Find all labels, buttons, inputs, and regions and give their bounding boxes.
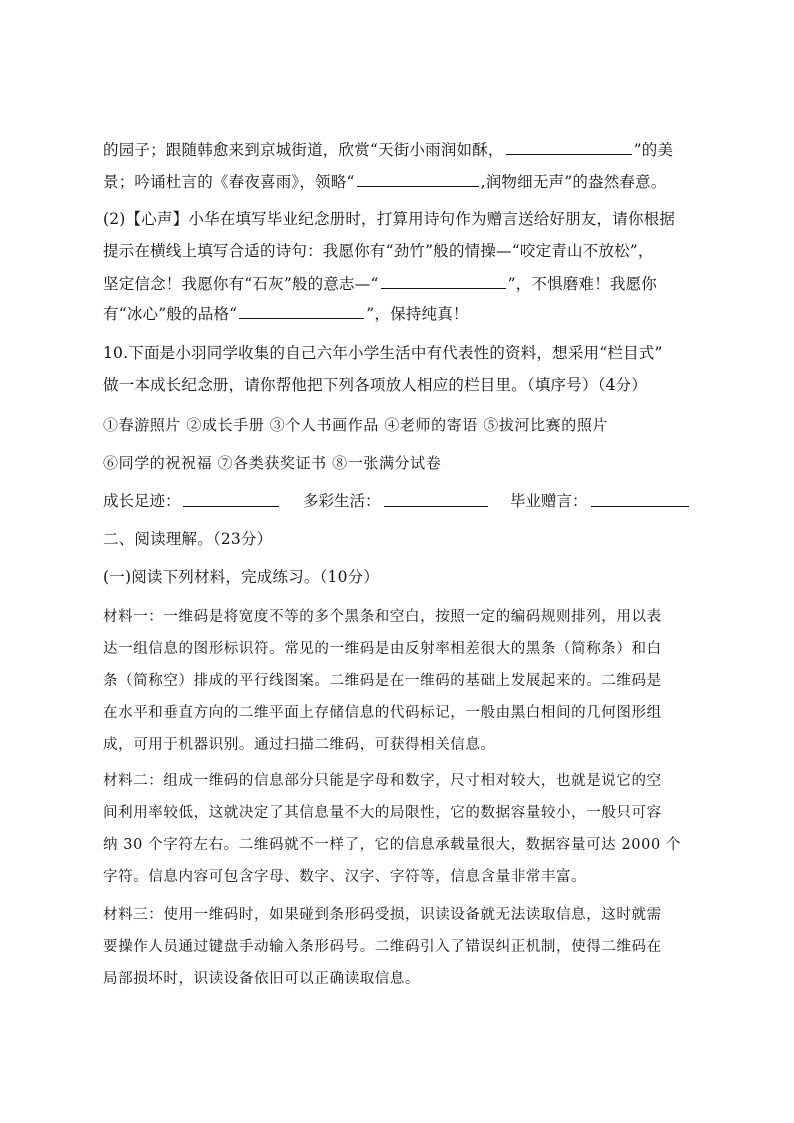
q9-2-line-2: 提示在横线上填写合适的诗句：我愿你有“劲竹”般的情操—“咬定青山不放松”，: [103, 242, 654, 260]
category-farewell-blank[interactable]: [591, 490, 689, 507]
q9-2-line-3: [103, 272, 703, 295]
category-life-label: 多彩生活：: [303, 492, 381, 510]
category-life-blank[interactable]: [384, 490, 488, 507]
q9-line-2: [103, 170, 703, 193]
material-2-line: 材料二：组成一维码的信息部分只能是字母和数字，尺寸相对较大，也就是说它的空: [103, 773, 662, 789]
material-3-line: 要操作人员通过键盘手动输入条形码号。二维码引入了错误纠正机制，使得二维码在: [103, 939, 662, 955]
q9-text: ”的美: [633, 141, 674, 159]
q10-categories: [103, 490, 703, 512]
q10-line-2: 做一本成长纪念册，请你帮他把下列各项放人相应的栏目里。（填序号）（4分）: [103, 376, 648, 394]
material-1-line: 达一组信息的图形标识符。常见的一维码是由反射率相差很大的黑条（简称条）和白: [103, 641, 662, 657]
answer-blank[interactable]: [357, 170, 479, 187]
q9-2-line-1: (2)【心声】小华在填写毕业纪念册时，打算用诗句作为赠言送给好朋友，请你根据: [103, 210, 676, 228]
q9-text: 景；吟诵杜言的《春夜喜雨》，领略“: [103, 173, 355, 191]
category-farewell-label: 毕业赠言：: [510, 492, 588, 510]
material-2-line: 纳 30 个字符左右。二维码就不一样了，它的信息承载量很大，数据容量可达 2000 个: [103, 837, 682, 853]
material-1-line: 在水平和垂直方向的二维平面上存储信息的代码标记，一般由黑白相间的几何图形组: [103, 705, 662, 721]
q10-items-2: ⑥同学的祝祝福 ⑦各类获奖证书 ⑧一张满分试卷: [103, 454, 442, 472]
material-2-line: 间利用率较低，这就决定了其信息量不大的局限性，它的数据容量较小，一般只可容: [103, 805, 662, 821]
q9-2-line-4: [103, 302, 703, 325]
material-3-line: 局部损坏时，识读设备依旧可以正确读取信息。: [103, 971, 421, 987]
section-2-heading: 二、阅读理解。（23分）: [103, 530, 273, 548]
q9-text: ,润物细无声”的盎然春意。: [480, 173, 667, 191]
answer-blank[interactable]: [239, 302, 364, 319]
q9-2-text: 有“冰心”般的品格“: [103, 305, 238, 323]
q10-items-1: ①春游照片 ②成长手册 ③个人书画作品 ④老师的寄语 ⑤拔河比赛的照片: [103, 416, 609, 434]
q9-2-text: ”，不惧磨难！我愿你: [507, 275, 658, 293]
answer-blank[interactable]: [381, 272, 506, 289]
material-1-line: 成，可用于机器识别。通过扫描二维码，可获得相关信息。: [103, 737, 496, 753]
q9-line-1: [103, 138, 703, 161]
material-1-line: 条（简称空）排成的平行线图案。二维码是在一维码的基础上发展起来的。二维码是: [103, 673, 662, 689]
q9-text: 的园子；跟随韩愈来到京城街道，欣赏“天街小雨润如酥，: [103, 141, 504, 159]
part-1-heading: (一)阅读下列材料，完成练习。（10分）: [103, 568, 380, 586]
category-growth-blank[interactable]: [183, 490, 279, 507]
answer-blank[interactable]: [506, 138, 632, 155]
q9-2-text: ”，保持纯真！: [366, 305, 469, 323]
q10-line-1: 10.下面是小羽同学收集的自己六年小学生活中有代表性的资料，想采用“栏目式”: [103, 344, 663, 362]
category-growth-label: 成长足迹：: [103, 492, 181, 510]
material-1-line: 材料一：一维码是将宽度不等的多个黑条和空白，按照一定的编码规则排列，用以表: [103, 609, 662, 625]
material-2-line: 字符。信息内容可包含字母、数字、汉字、字符等，信息含量非常丰富。: [103, 869, 587, 885]
material-3-line: 材料三：使用一维码时，如果碰到条形码受损，识读设备就无法读取信息，这时就需: [103, 907, 662, 923]
q9-2-text: 坚定信念！我愿你有“石灰”般的意志—“: [103, 275, 379, 293]
